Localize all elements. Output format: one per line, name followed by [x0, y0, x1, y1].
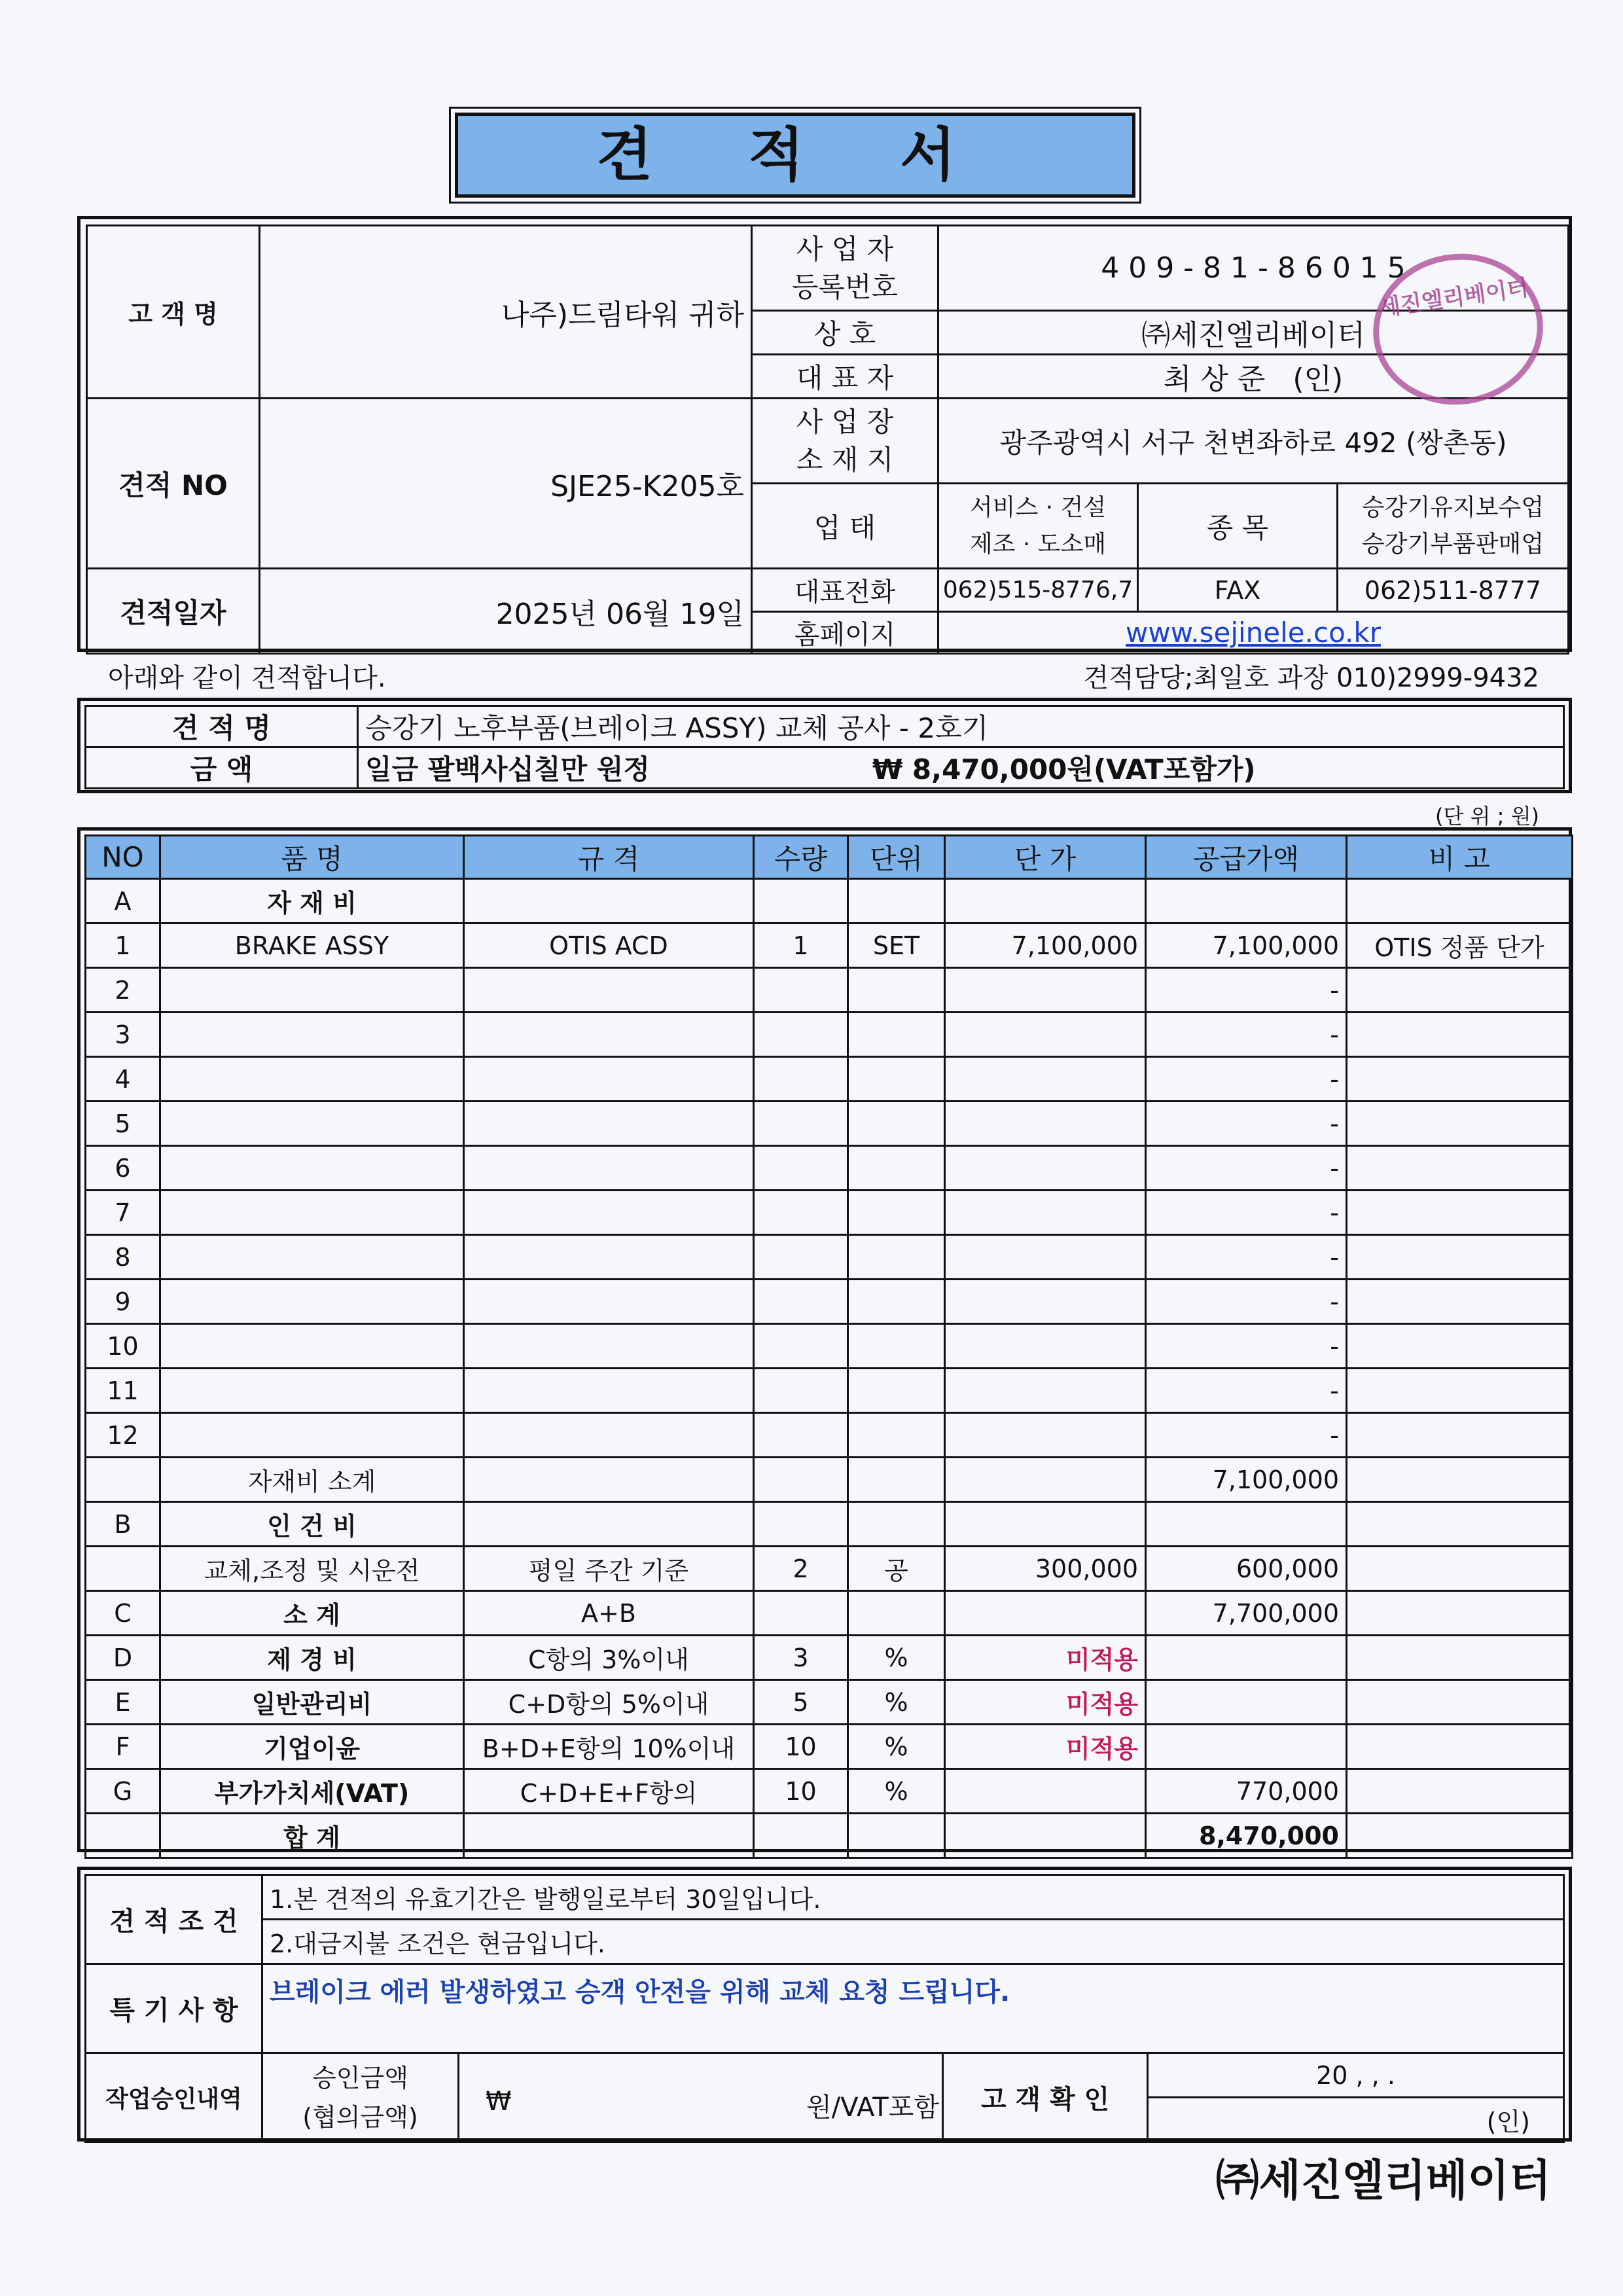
item-name — [160, 1191, 464, 1235]
summary-unit: % — [848, 1725, 945, 1769]
section-b-row — [86, 1502, 1573, 1547]
item-name — [160, 1013, 464, 1057]
item-spec — [464, 1413, 754, 1458]
item-no: 8 — [86, 1235, 160, 1280]
empty-cell — [945, 1502, 1146, 1547]
item-spec — [464, 1013, 754, 1057]
customer-confirm-seal[interactable]: (인) — [1148, 2098, 1564, 2142]
item-qty — [754, 1369, 848, 1413]
empty-cell — [1347, 1636, 1573, 1680]
item-unit — [848, 1413, 945, 1458]
item-qty — [754, 1191, 848, 1235]
item-name — [160, 1324, 464, 1369]
item-note — [1347, 1146, 1573, 1191]
labor-row — [86, 1547, 1573, 1591]
homepage-link[interactable]: www.sejinele.co.kr — [1126, 617, 1381, 649]
empty-cell — [1347, 1680, 1573, 1725]
approval-vat-note: 원/VAT포함 — [806, 2092, 939, 2123]
representative: 최 상 준 (인) — [938, 355, 1569, 399]
header-supply: 공급가액 — [1146, 836, 1347, 879]
item-qty — [754, 1146, 848, 1191]
estimate-name: 승강기 노후부품(브레이크 ASSY) 교체 공사 - 2호기 — [358, 706, 1564, 747]
approval-label: 작업승인내역 — [86, 2053, 262, 2142]
labor-unit: 공 — [848, 1547, 945, 1591]
summary-price: 미적용 — [945, 1636, 1146, 1680]
section-name: 자 재 비 — [160, 879, 464, 924]
item-supply: - — [1146, 1191, 1347, 1235]
business-type-label: 업 태 — [752, 484, 938, 569]
table-row — [86, 968, 1573, 1013]
item-price — [945, 1235, 1146, 1280]
empty-cell — [848, 1502, 945, 1547]
amount-words: 일금 팔백사십칠만 원정 — [365, 753, 650, 785]
item-qty — [754, 1280, 848, 1324]
summary-no: C — [86, 1591, 160, 1636]
address-label: 사 업 장 소 재 지 — [752, 399, 938, 484]
table-header-row — [86, 836, 1573, 879]
item-supply: - — [1146, 1413, 1347, 1458]
empty-cell — [848, 1458, 945, 1502]
item-table — [84, 834, 1573, 1859]
item-supply: - — [1146, 1369, 1347, 1413]
summary-spec: A+B — [464, 1591, 754, 1636]
table-row — [86, 1146, 1573, 1191]
table-row — [86, 924, 1573, 968]
labor-name: 교체,조정 및 시운전 — [160, 1547, 464, 1591]
item-no: 7 — [86, 1191, 160, 1235]
customer-confirm-label: 고 객 확 인 — [943, 2053, 1148, 2142]
business-type: 서비스 · 건설 제조 · 도소매 — [938, 484, 1138, 569]
item-note — [1347, 1102, 1573, 1146]
header-spec: 규 격 — [464, 836, 754, 879]
empty-cell — [86, 1458, 160, 1502]
amount-label: 금 액 — [86, 747, 358, 789]
empty-cell — [464, 1814, 754, 1858]
item-no: 3 — [86, 1013, 160, 1057]
summary-price: 미적용 — [945, 1680, 1146, 1725]
homepage-cell — [938, 612, 1569, 654]
item-note: OTIS 정품 단가 — [1347, 924, 1573, 968]
item-no: 4 — [86, 1057, 160, 1102]
amount-value: ₩ 8,470,000원(VAT포함가) — [872, 753, 1256, 785]
item-price — [945, 1324, 1146, 1369]
item-qty — [754, 968, 848, 1013]
phone-label: 대표전화 — [752, 569, 938, 612]
material-subtotal-value: 7,100,000 — [1146, 1458, 1347, 1502]
item-spec — [464, 1369, 754, 1413]
summary-name: 부가가치세(VAT) — [160, 1769, 464, 1814]
item-spec — [464, 1146, 754, 1191]
item-no: 12 — [86, 1413, 160, 1458]
item-note — [1347, 1191, 1573, 1235]
table-row — [86, 1013, 1573, 1057]
header-qty: 수량 — [754, 836, 848, 879]
summary-qty: 5 — [754, 1680, 848, 1725]
summary-unit: % — [848, 1636, 945, 1680]
table-row — [86, 1057, 1573, 1102]
summary-row — [86, 1769, 1573, 1814]
item-note — [1347, 1280, 1573, 1324]
item-note — [1347, 1413, 1573, 1458]
special-notes-label: 특 기 사 항 — [86, 1964, 262, 2053]
section-no: B — [86, 1502, 160, 1547]
fax: 062)511-8777 — [1338, 569, 1569, 612]
item-name — [160, 968, 464, 1013]
summary-no: F — [86, 1725, 160, 1769]
table-row — [86, 1191, 1573, 1235]
total-value: 8,470,000 — [1146, 1814, 1347, 1858]
empty-cell — [945, 879, 1146, 924]
item-qty — [754, 1102, 848, 1146]
customer-name: 나주)드림타워 귀하 — [260, 226, 752, 399]
item-spec — [464, 1280, 754, 1324]
header-unit: 단위 — [848, 836, 945, 879]
item-qty — [754, 1324, 848, 1369]
header-no: NO — [86, 836, 160, 879]
phone: 062)515-8776,7 — [938, 569, 1138, 612]
item-spec — [464, 1102, 754, 1146]
item-qty — [754, 1057, 848, 1102]
customer-confirm-date[interactable]: 20 , , . — [1148, 2053, 1564, 2098]
summary-name: 일반관리비 — [160, 1680, 464, 1725]
empty-cell — [754, 1458, 848, 1502]
item-price — [945, 1013, 1146, 1057]
item-unit — [848, 1280, 945, 1324]
item-unit — [848, 1324, 945, 1369]
empty-cell — [1146, 1502, 1347, 1547]
item-unit — [848, 1102, 945, 1146]
item-name — [160, 1369, 464, 1413]
empty-cell — [1347, 1725, 1573, 1769]
section-name: 인 건 비 — [160, 1502, 464, 1547]
empty-cell — [86, 1547, 160, 1591]
summary-name: 소 계 — [160, 1591, 464, 1636]
quote-date: 2025년 06월 19일 — [260, 569, 752, 654]
item-supply: - — [1146, 1324, 1347, 1369]
company-name-label: 상 호 — [752, 311, 938, 355]
item-qty — [754, 1013, 848, 1057]
item-no: 6 — [86, 1146, 160, 1191]
item-name — [160, 1413, 464, 1458]
summary-supply — [1146, 1680, 1347, 1725]
item-no: 10 — [86, 1324, 160, 1369]
item-qty — [754, 1413, 848, 1458]
empty-cell — [1347, 1769, 1573, 1814]
reg-no: 4 0 9 - 8 1 - 8 6 0 1 5 — [938, 226, 1569, 311]
item-supply: - — [1146, 1057, 1347, 1102]
item-no: 9 — [86, 1280, 160, 1324]
item-price — [945, 1057, 1146, 1102]
item-no: 1 — [86, 924, 160, 968]
empty-cell — [1347, 1458, 1573, 1502]
item-name: BRAKE ASSY — [160, 924, 464, 968]
intro-text: 아래와 같이 견적합니다. — [108, 663, 386, 693]
summary-no: E — [86, 1680, 160, 1725]
summary-row — [86, 1591, 1573, 1636]
item-name — [160, 1235, 464, 1280]
summary-supply: 7,700,000 — [1146, 1591, 1347, 1636]
material-subtotal-label: 자재비 소계 — [160, 1458, 464, 1502]
header-table — [86, 224, 1569, 655]
item-supply: - — [1146, 1146, 1347, 1191]
labor-qty: 2 — [754, 1547, 848, 1591]
item-price — [945, 1413, 1146, 1458]
company-seal-stamp: 세진엘리베이터 — [1363, 243, 1552, 416]
approval-amount-field[interactable] — [459, 2053, 943, 2142]
empty-cell — [1146, 879, 1347, 924]
item-price — [945, 968, 1146, 1013]
contact-text: 견적담당;최일호 과장 010)2999-9432 — [1083, 663, 1539, 693]
summary-row — [86, 1725, 1573, 1769]
table-row — [86, 1413, 1573, 1458]
summary-spec: C항의 3%이내 — [464, 1636, 754, 1680]
summary-unit: % — [848, 1680, 945, 1725]
item-spec — [464, 1235, 754, 1280]
address: 광주광역시 서구 천변좌하로 492 (쌍촌동) — [938, 399, 1569, 484]
empty-cell — [848, 879, 945, 924]
terms-line-2: 2.대금지불 조건은 현금입니다. — [262, 1920, 1564, 1964]
item-note — [1347, 1369, 1573, 1413]
summary-unit — [848, 1591, 945, 1636]
empty-cell — [1347, 879, 1573, 924]
terms-label: 견 적 조 건 — [86, 1875, 262, 1964]
empty-cell — [1347, 1591, 1573, 1636]
empty-cell — [754, 879, 848, 924]
total-row — [86, 1814, 1573, 1858]
unit-note: (단 위 ; 원) — [1435, 804, 1539, 829]
amount — [358, 747, 1564, 789]
item-price — [945, 1146, 1146, 1191]
quote-no: SJE25-K205호 — [260, 399, 752, 569]
special-notes: 브레이크 에러 발생하였고 승객 안전을 위해 교체 요청 드립니다. — [262, 1964, 1564, 2053]
summary-spec: C+D+E+F항의 — [464, 1769, 754, 1814]
item-price — [945, 1280, 1146, 1324]
item-unit — [848, 1146, 945, 1191]
summary-spec: B+D+E항의 10%이내 — [464, 1725, 754, 1769]
table-row — [86, 1280, 1573, 1324]
quote-date-label: 견적일자 — [87, 569, 260, 654]
item-no: 2 — [86, 968, 160, 1013]
homepage-label: 홈페이지 — [752, 612, 938, 654]
empty-cell — [754, 1814, 848, 1858]
empty-cell — [754, 1502, 848, 1547]
item-supply: - — [1146, 1235, 1347, 1280]
item-spec — [464, 1324, 754, 1369]
fax-label: FAX — [1138, 569, 1338, 612]
empty-cell — [1347, 1502, 1573, 1547]
empty-cell — [945, 1458, 1146, 1502]
item-spec — [464, 1057, 754, 1102]
item-name — [160, 1057, 464, 1102]
item-supply: 7,100,000 — [1146, 924, 1347, 968]
footer-company: ㈜세진엘리베이터 — [1215, 2155, 1551, 2206]
item-price: 7,100,000 — [945, 924, 1146, 968]
item-unit — [848, 1235, 945, 1280]
item-unit — [848, 968, 945, 1013]
summary-no: G — [86, 1769, 160, 1814]
approval-amount-label: 승인금액 (협의금액) — [262, 2053, 459, 2142]
item-note — [1347, 1013, 1573, 1057]
item-note — [1347, 1057, 1573, 1102]
summary-supply: 770,000 — [1146, 1769, 1347, 1814]
empty-cell — [464, 1502, 754, 1547]
summary-qty — [754, 1591, 848, 1636]
terms-block — [77, 1867, 1572, 2142]
header-info-block — [77, 216, 1572, 652]
summary-price: 미적용 — [945, 1725, 1146, 1769]
summary-supply — [1146, 1725, 1347, 1769]
item-qty — [754, 1235, 848, 1280]
item-unit — [848, 1191, 945, 1235]
empty-cell — [86, 1814, 160, 1858]
item-supply: - — [1146, 1280, 1347, 1324]
summary-price — [945, 1769, 1146, 1814]
labor-price: 300,000 — [945, 1547, 1146, 1591]
item-price — [945, 1191, 1146, 1235]
item-note — [1347, 968, 1573, 1013]
table-row — [86, 1369, 1573, 1413]
business-item-label: 종 목 — [1138, 484, 1338, 569]
approval-won-sign: ₩ — [486, 2087, 512, 2117]
document-title: 견 적 서 — [455, 113, 1135, 198]
item-price — [945, 1102, 1146, 1146]
empty-cell — [1347, 1814, 1573, 1858]
item-qty: 1 — [754, 924, 848, 968]
table-row — [86, 1235, 1573, 1280]
item-name — [160, 1102, 464, 1146]
customer-label: 고 객 명 — [87, 226, 260, 399]
terms-table — [84, 1874, 1565, 2143]
empty-cell — [464, 1458, 754, 1502]
estimate-summary-block — [77, 698, 1572, 793]
item-no: 5 — [86, 1102, 160, 1146]
representative-seal: (인) — [1293, 363, 1344, 396]
header-note: 비 고 — [1347, 836, 1573, 879]
item-name — [160, 1280, 464, 1324]
item-spec — [464, 1191, 754, 1235]
table-row — [86, 1102, 1573, 1146]
terms-line-1: 1.본 견적의 유효기간은 발행일로부터 30일입니다. — [262, 1875, 1564, 1920]
section-a-row — [86, 879, 1573, 924]
item-no: 11 — [86, 1369, 160, 1413]
item-spec — [464, 968, 754, 1013]
summary-row — [86, 1636, 1573, 1680]
item-note — [1347, 1324, 1573, 1369]
empty-cell — [464, 879, 754, 924]
item-name — [160, 1146, 464, 1191]
summary-supply — [1146, 1636, 1347, 1680]
company-name: ㈜세진엘리베이터 — [938, 311, 1569, 355]
summary-price — [945, 1591, 1146, 1636]
empty-cell — [848, 1814, 945, 1858]
item-table-block — [77, 827, 1572, 1852]
item-price — [945, 1369, 1146, 1413]
summary-qty: 3 — [754, 1636, 848, 1680]
estimate-summary-table — [84, 705, 1565, 789]
summary-unit: % — [848, 1769, 945, 1814]
summary-name: 기업이윤 — [160, 1725, 464, 1769]
reg-no-label: 사 업 자 등록번호 — [752, 226, 938, 311]
item-supply: - — [1146, 968, 1347, 1013]
item-supply: - — [1146, 1013, 1347, 1057]
summary-no: D — [86, 1636, 160, 1680]
total-label: 합 계 — [160, 1814, 464, 1858]
item-unit — [848, 1057, 945, 1102]
empty-cell — [1347, 1547, 1573, 1591]
header-price: 단 가 — [945, 836, 1146, 879]
labor-spec: 평일 주간 기준 — [464, 1547, 754, 1591]
item-spec: OTIS ACD — [464, 924, 754, 968]
summary-qty: 10 — [754, 1769, 848, 1814]
section-no: A — [86, 879, 160, 924]
estimate-name-label: 견 적 명 — [86, 706, 358, 747]
item-unit — [848, 1369, 945, 1413]
summary-row — [86, 1680, 1573, 1725]
material-subtotal-row — [86, 1458, 1573, 1502]
item-unit — [848, 1013, 945, 1057]
header-name: 품 명 — [160, 836, 464, 879]
item-note — [1347, 1235, 1573, 1280]
item-supply: - — [1146, 1102, 1347, 1146]
item-unit: SET — [848, 924, 945, 968]
representative-label: 대 표 자 — [752, 355, 938, 399]
business-item: 승강기유지보수업 승강기부품판매업 — [1338, 484, 1569, 569]
table-row — [86, 1324, 1573, 1369]
quote-no-label: 견적 NO — [87, 399, 260, 569]
summary-spec: C+D항의 5%이내 — [464, 1680, 754, 1725]
labor-supply: 600,000 — [1146, 1547, 1347, 1591]
empty-cell — [945, 1814, 1146, 1858]
summary-name: 제 경 비 — [160, 1636, 464, 1680]
summary-qty: 10 — [754, 1725, 848, 1769]
